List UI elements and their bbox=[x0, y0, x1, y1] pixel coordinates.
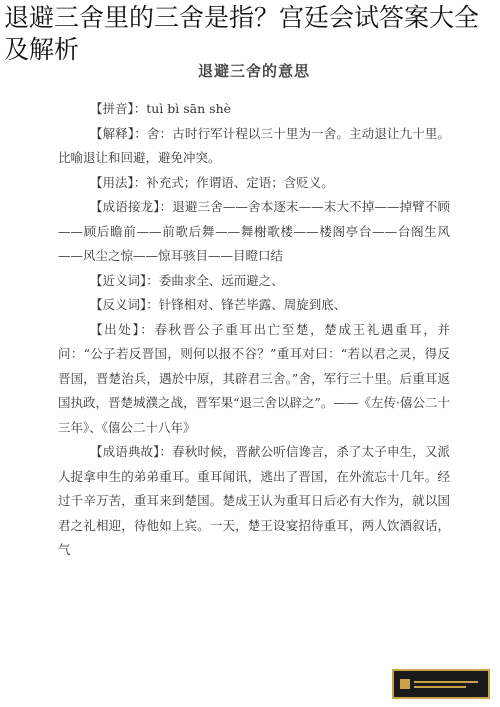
watermark-logo bbox=[392, 669, 490, 699]
document-title: 退避三舍的意思 bbox=[197, 62, 310, 80]
document-body bbox=[58, 97, 450, 563]
document-paragraph: 【成语典故】：春秋时候，晋献公听信谗言，杀了太子申生，又派人捉拿申生的弟弟重耳。重耳闻讯，逃出了晋国，在外流忘十几年。经过千辛万苦，重耳来到楚国。楚成王认为重耳日后必有大作为，就以国君之礼相迎，待他如上宾。一天，楚王设宴招待重耳，两人饮酒叙话，气 bbox=[58, 444, 450, 557]
document-paragraph: 【近义词】：委曲求全、远而避之、 bbox=[90, 272, 284, 288]
document-paragraph: 【拼音】：tuì bì sān shè bbox=[90, 101, 232, 116]
document-paragraph: 【反义词】：针锋相对、锋芒毕露、周旋到底、 bbox=[90, 297, 347, 312]
document-paragraph: 【成语接龙】：退避三舍——舍本逐末——末大不掉——掉臂不顾——顾后瞻前——前歌后舞——舞榭歌楼——楼阁亭台——台阁生风——风尘之惊——惊耳骇目——目瞪口结 bbox=[58, 199, 450, 263]
document-paragraph: 【出处】：春秋晋公子重耳出亡至楚，楚成王礼遇重耳，并问：“公子若反晋国，则何以报不谷？”重耳对曰：“若以君之灵，得反晋国，晋楚治兵，遇於中原，其辟君三舍。”舍，军行三十里。后重耳返国执政，晋楚城濮之战，晋军果“退三舍以辟之”。——《左传·僖公二十三年》、《僖公二十八年》 bbox=[58, 321, 450, 435]
document-paragraph: 【解释】：舍：古时行军计程以三十里为一舍。主动退让九十里。比喻退让和回避，避免冲突。 bbox=[58, 125, 450, 165]
document-paragraph: 【用法】：补充式；作谓语、定语；含贬义。 bbox=[90, 174, 334, 190]
article-headline: 退避三舍里的三舍是指？宫廷会试答案大全及解析 bbox=[4, 3, 480, 64]
watermark-graphic-icon bbox=[396, 673, 486, 695]
document-scan bbox=[58, 56, 450, 563]
